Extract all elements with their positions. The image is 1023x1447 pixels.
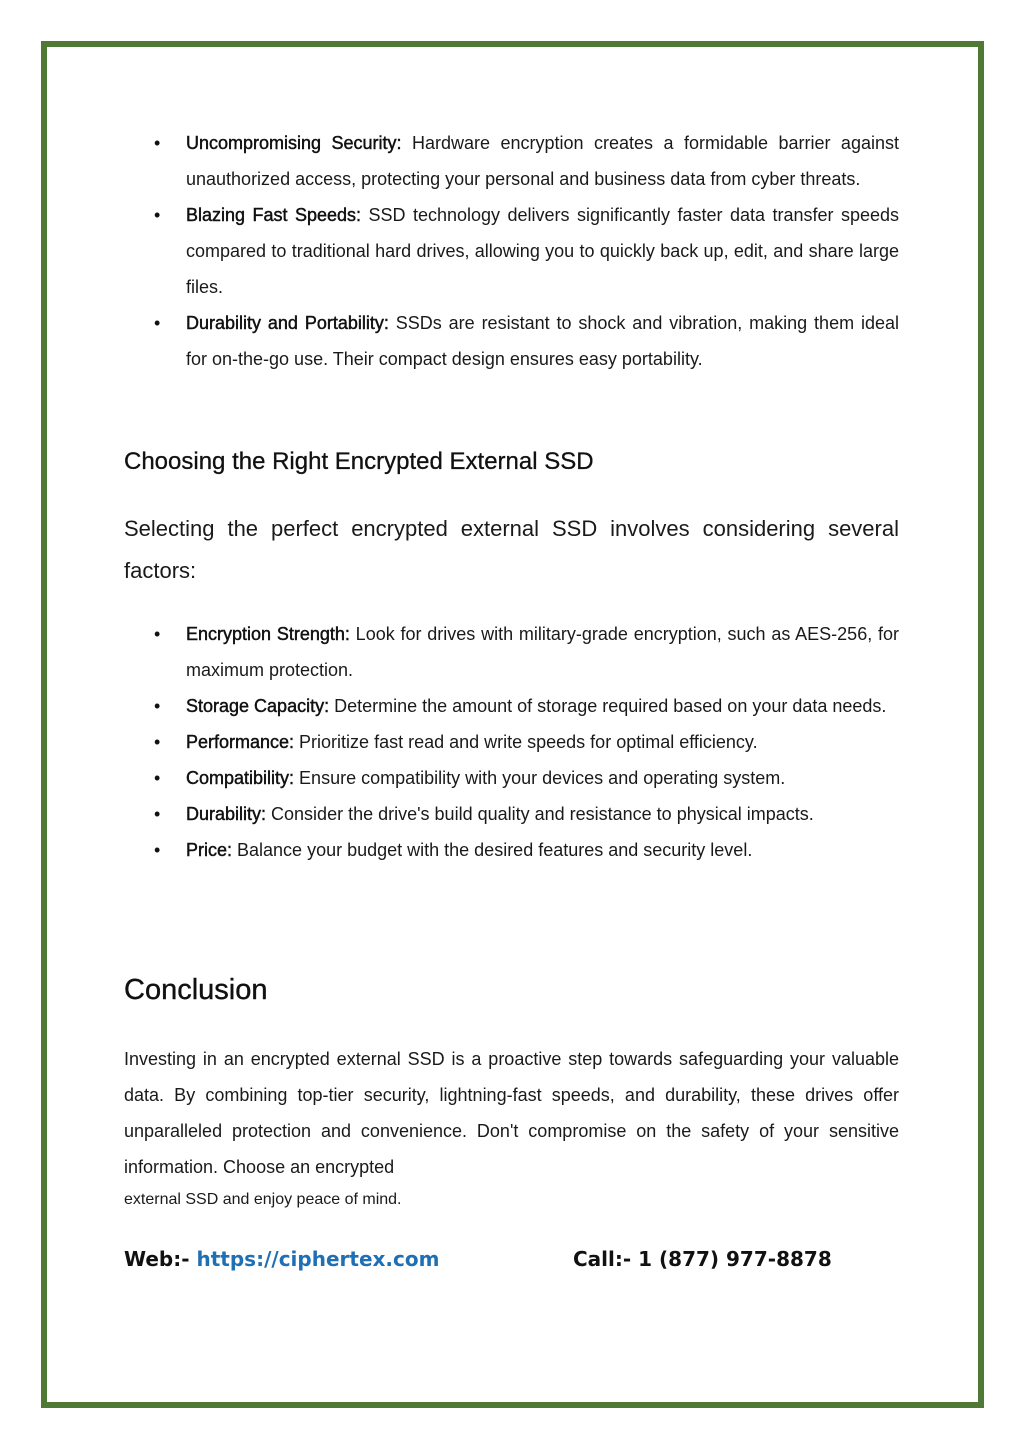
list-item xyxy=(124,616,899,688)
website-link[interactable]: https://ciphertex.com xyxy=(196,1247,440,1271)
list-item xyxy=(124,832,899,868)
factor-text: Determine the amount of storage required based on your data needs. xyxy=(329,696,887,716)
list-item xyxy=(124,760,899,796)
list-item xyxy=(124,688,899,724)
footer xyxy=(124,1244,899,1274)
list-item xyxy=(124,125,899,197)
benefit-term: Blazing Fast Speeds: xyxy=(186,205,362,225)
factor-term: Price: xyxy=(186,840,233,860)
benefit-term: Uncompromising Security: xyxy=(186,133,402,153)
factor-term: Durability: xyxy=(186,804,267,824)
factor-term: Performance: xyxy=(186,732,295,752)
benefit-text: Hardware encryption creates a formidable barrier against unauthorized access, protecting your personal and business data from cyber threats. xyxy=(186,133,899,189)
factor-term: Compatibility: xyxy=(186,768,295,788)
list-item xyxy=(124,197,899,305)
benefit-text: SSD technology delivers significantly faster data transfer speeds compared to traditional hard drives, allowing you to quickly back up, edit, and share large files. xyxy=(186,205,899,297)
factor-text: Balance your budget with the desired features and security level. xyxy=(232,840,753,860)
section-heading-choosing: Choosing the Right Encrypted External SSD xyxy=(124,448,594,475)
factor-text: Ensure compatibility with your devices and operating system. xyxy=(294,768,786,788)
list-item xyxy=(124,796,899,832)
benefit-text: SSDs are resistant to shock and vibration, making them ideal for on-the-go use. Their compact design ensures easy portability. xyxy=(186,313,899,369)
benefit-term: Durability and Portability: xyxy=(186,313,389,333)
factor-text: Prioritize fast read and write speeds for optimal efficiency. xyxy=(294,732,758,752)
factor-term: Storage Capacity: xyxy=(186,696,330,716)
intro-paragraph: Selecting the perfect encrypted external SSD involves considering several factors: xyxy=(124,516,899,583)
list-item xyxy=(124,724,899,760)
call-number: Call:- 1 (877) 977-8878 xyxy=(573,1247,832,1271)
factors-list xyxy=(124,616,899,868)
conclusion-body: Investing in an encrypted external SSD is a proactive step towards safeguarding your valuable data. By combining top-tier security, lightning-fast speeds, and durability, these drives offer unparalleled protection and convenience. Don't compromise on the safety of your sensitive information. Choose an encrypted xyxy=(124,1049,899,1177)
factor-text: Consider the drive's build quality and resistance to physical impacts. xyxy=(266,804,814,824)
factor-term: Encryption Strength: xyxy=(186,624,350,644)
benefits-list xyxy=(124,125,899,377)
list-item xyxy=(124,305,899,377)
conclusion-paragraph xyxy=(124,1041,899,1215)
section-heading-conclusion: Conclusion xyxy=(124,974,268,1006)
conclusion-tail: external SSD and enjoy peace of mind. xyxy=(124,1191,402,1208)
web-label: Web:- xyxy=(124,1247,197,1271)
factor-text: Look for drives with military-grade encryption, such as AES-256, for maximum protection. xyxy=(186,624,899,680)
